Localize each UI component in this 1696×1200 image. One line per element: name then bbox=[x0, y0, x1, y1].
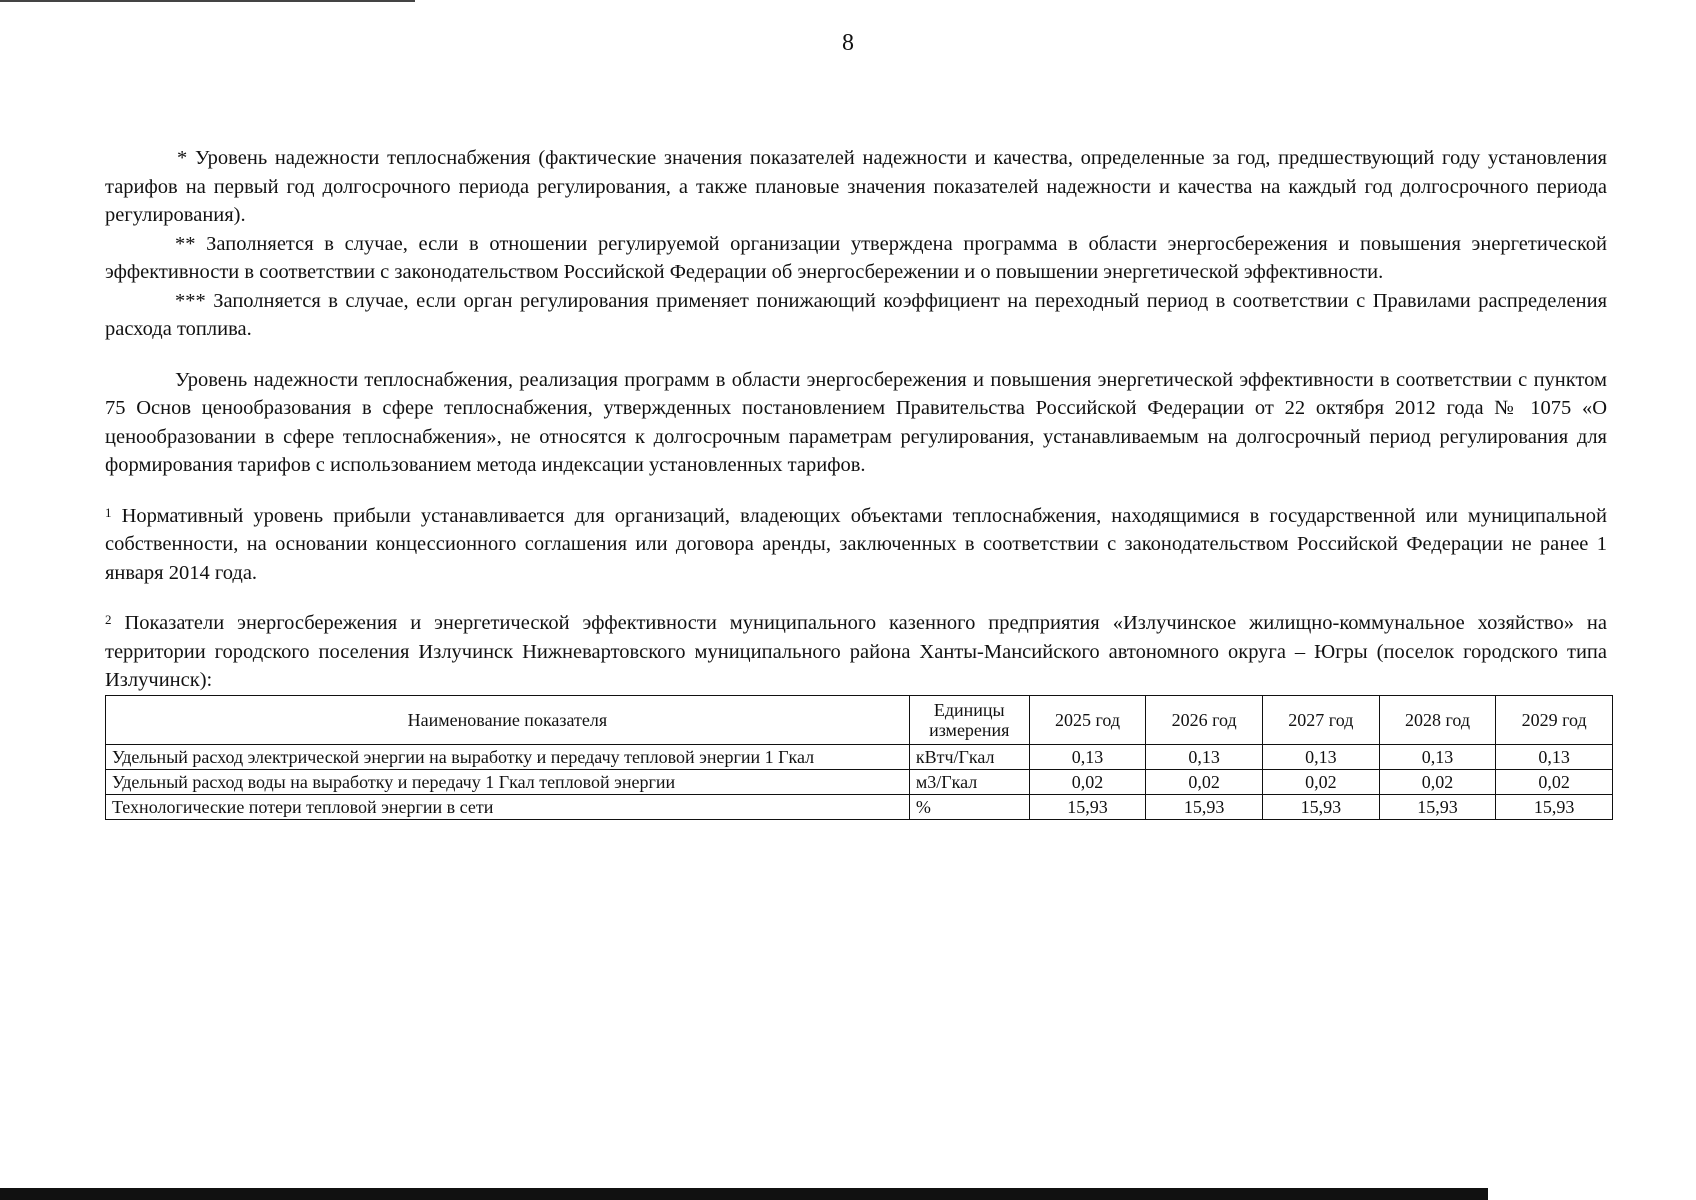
note-single-asterisk: * Уровень надежности теплоснабжения (фактические значения показателей надежности и качества, определенные за год, предшествующий году установления тарифов на первый год долгосрочного периода регулирования, а также плановые значения показателей надежности и качества на каждый год долгосрочного периода регулирования). bbox=[105, 147, 1607, 226]
scan-bottom-edge bbox=[0, 1188, 1488, 1200]
table-header-row bbox=[106, 695, 1613, 744]
header-year-2025: 2025 год bbox=[1029, 695, 1146, 744]
page-number: 8 bbox=[842, 30, 854, 56]
cell-value-2027: 0,13 bbox=[1263, 744, 1380, 769]
table-row bbox=[106, 744, 1613, 769]
table-row bbox=[106, 794, 1613, 819]
cell-value-2025: 15,93 bbox=[1029, 794, 1146, 819]
header-year-2029: 2029 год bbox=[1496, 695, 1613, 744]
cell-value-2028: 0,13 bbox=[1379, 744, 1496, 769]
header-indicator-name: Наименование показателя bbox=[106, 695, 910, 744]
indicators-table bbox=[105, 695, 1613, 820]
cell-value-2027: 15,93 bbox=[1263, 794, 1380, 819]
footnote-1-mark: 1 bbox=[105, 504, 112, 520]
footnote-1 bbox=[105, 502, 1607, 588]
cell-value-2025: 0,13 bbox=[1029, 744, 1146, 769]
header-year-2026: 2026 год bbox=[1146, 695, 1263, 744]
cell-value-2025: 0,02 bbox=[1029, 769, 1146, 794]
footnote-1-text: Нормативный уровень прибыли устанавливается для организаций, владеющих объектами теплоснабжения, находящимися в государственной или муниципальной собственности, на основании концессионного соглашения или договора аренды, заключенных в соответствии с законодательством Российской Федерации не ранее 1 января 2014 года. bbox=[105, 504, 1607, 584]
cell-value-2026: 15,93 bbox=[1146, 794, 1263, 819]
cell-indicator-name: Технологические потери тепловой энергии в сети bbox=[106, 794, 910, 819]
table-row bbox=[106, 769, 1613, 794]
header-unit: Единицы измерения bbox=[909, 695, 1029, 744]
cell-indicator-name: Удельный расход воды на выработку и передачу 1 Гкал тепловой энергии bbox=[106, 769, 910, 794]
note-triple-asterisk: *** Заполняется в случае, если орган регулирования применяет понижающий коэффициент на переходный период в соответствии с Правилами распределения расхода топлива. bbox=[105, 289, 1607, 340]
header-year-2027: 2027 год bbox=[1263, 695, 1380, 744]
cell-value-2026: 0,13 bbox=[1146, 744, 1263, 769]
cell-unit: кВтч/Гкал bbox=[909, 744, 1029, 769]
note-double-asterisk: ** Заполняется в случае, если в отношении регулируемой организации утверждена программа в области энергосбережения и повышения энергетической эффективности в соответствии с законодательством Российской Федерации об энергосбережении и о повышении энергетической эффективности. bbox=[105, 232, 1607, 283]
cell-unit: % bbox=[909, 794, 1029, 819]
reliability-paragraph: Уровень надежности теплоснабжения, реализация программ в области энергосбережения и повышения энергетической эффективности в соответствии с пунктом 75 Основ ценообразования в сфере теплоснабжения, утвержденных постановлением Правительства Российской Федерации от 22 октября 2012 года № 1075 «О ценообразовании в сфере теплоснабжения», не относятся к долгосрочным параметрам регулирования, устанавливаемым на долгосрочный период регулирования для формирования тарифов с использованием метода индексации установленных тарифов. bbox=[105, 368, 1607, 476]
cell-indicator-name: Удельный расход электрической энергии на выработку и передачу тепловой энергии 1 Гкал bbox=[106, 744, 910, 769]
cell-value-2029: 15,93 bbox=[1496, 794, 1613, 819]
cell-value-2029: 0,13 bbox=[1496, 744, 1613, 769]
footnote-2-mark: 2 bbox=[105, 612, 112, 627]
footnote-2 bbox=[105, 609, 1607, 695]
document-body bbox=[105, 144, 1607, 820]
cell-value-2028: 0,02 bbox=[1379, 769, 1496, 794]
cell-value-2026: 0,02 bbox=[1146, 769, 1263, 794]
scan-edge-line bbox=[0, 0, 415, 2]
cell-unit: м3/Гкал bbox=[909, 769, 1029, 794]
header-year-2028: 2028 год bbox=[1379, 695, 1496, 744]
footnote-2-text: Показатели энергосбережения и энергетической эффективности муниципального казенного предприятия «Излучинское жилищно-коммунальное хозяйство» на территории городского поселения Излучинск Нижневартовского муниципального района Ханты-Мансийского автономного округа – Югры (поселок городского типа Излучинск): bbox=[105, 612, 1607, 691]
cell-value-2027: 0,02 bbox=[1263, 769, 1380, 794]
cell-value-2029: 0,02 bbox=[1496, 769, 1613, 794]
cell-value-2028: 15,93 bbox=[1379, 794, 1496, 819]
